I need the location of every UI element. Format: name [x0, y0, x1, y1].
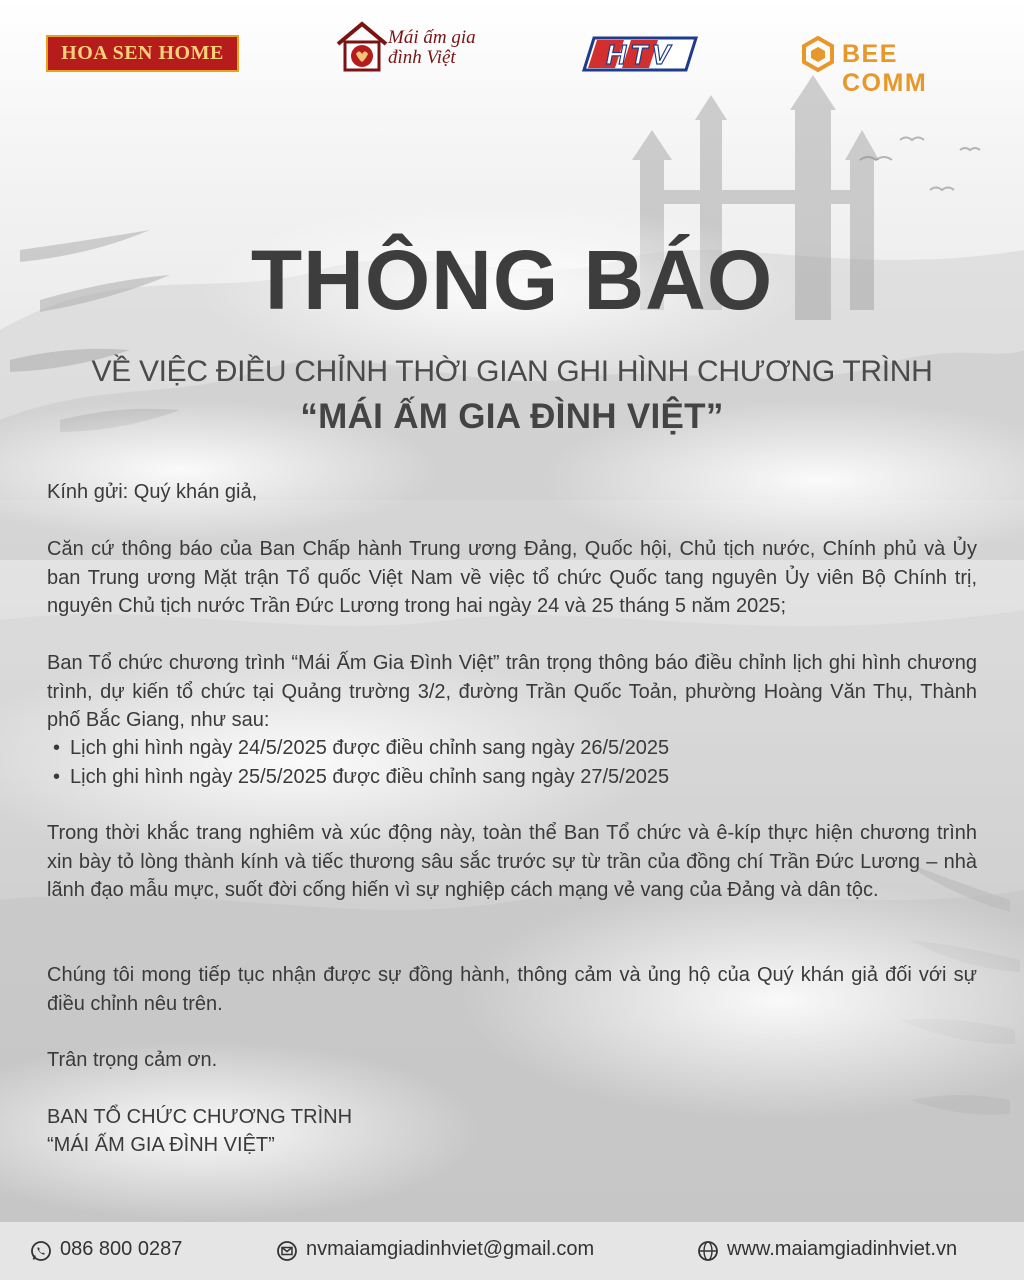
- list-item: [47, 763, 977, 792]
- schedule-list: [47, 734, 977, 791]
- paragraph-thanks-support: Chúng tôi mong tiếp tục nhận được sự đồng hành, thông cảm và ủng hộ của Quý khán giả đối với sự điều chỉnh nêu trên.: [47, 964, 977, 1015]
- hoa-sen-home-logo: [46, 35, 239, 72]
- paragraph-condolence: Trong thời khắc trang nghiêm và xúc động này, toàn thể Ban Tổ chức và ê-kíp thực hiện chương trình xin bày tỏ lòng thành kính và tiếc thương sâu sắc trước sự từ trần của đồng chí Trần Đức Lương – nhà lãnh đạo mẫu mực, suốt đời cống hiến vì sự nghiệp cách mạng vẻ vang của Đảng và dân tộc.: [47, 822, 977, 901]
- htv-logo-text: HTV: [606, 39, 674, 70]
- closing: Trân trọng cảm ơn.: [47, 1049, 218, 1071]
- paragraph-basis: Căn cứ thông báo của Ban Chấp hành Trung ương Đảng, Quốc hội, Chủ tịch nước, Chính phủ và Ủy ban Trung ương Mặt trận Tổ quốc Việt Nam về việc tổ chức Quốc tang nguyên Ủy viên Bộ Chính trị, nguyên Chủ tịch nước Trần Đức Lương trong hai ngày 24 và 25 tháng 5 năm 2025;: [47, 538, 977, 617]
- page-subtitle: VỀ VIỆC ĐIỀU CHỈNH THỜI GIAN GHI HÌNH CHƯƠNG TRÌNH: [91, 355, 933, 388]
- mai-am-logo-text: Mái ấm gia đình Việt: [388, 27, 476, 68]
- program-name: “MÁI ẤM GIA ĐÌNH VIỆT”: [300, 397, 724, 436]
- phone-number: 086 800 0287: [60, 1238, 183, 1260]
- signature-line-1: BAN TỔ CHỨC CHƯƠNG TRÌNH: [47, 1106, 353, 1128]
- mai-am-gia-dinh-viet-logo: [334, 18, 484, 76]
- house-heart-icon: [334, 18, 390, 74]
- hexagon-icon: [800, 36, 836, 72]
- hoa-sen-home-logo-text: HOA SEN HOME: [61, 42, 224, 64]
- website-url: www.maiamgiadinhviet.vn: [727, 1238, 958, 1260]
- schedule-change-2: Lịch ghi hình ngày 25/5/2025 được điều chỉnh sang ngày 27/5/2025: [70, 765, 670, 788]
- paragraph-announcement: Ban Tổ chức chương trình “Mái Ấm Gia Đình Việt” trân trọng thông báo điều chỉnh lịch ghi hình chương trình, dự kiến tổ chức tại Quảng trường 3/2, đường Trần Quốc Toản, phường Hoàng Văn Thụ, Thành phố Bắc Giang, như sau:: [47, 652, 977, 731]
- greeting: Kính gửi: Quý khán giả,: [47, 481, 258, 503]
- email-icon: [276, 1240, 298, 1262]
- contact-footer: [0, 1222, 1024, 1280]
- whatsapp-phone-icon: [30, 1240, 52, 1262]
- page-title: THÔNG BÁO: [250, 233, 774, 327]
- bee-comm-logo: [800, 36, 980, 97]
- email-address: nvmaiamgiadinhviet@gmail.com: [306, 1238, 595, 1260]
- schedule-change-1: Lịch ghi hình ngày 24/5/2025 được điều chỉnh sang ngày 26/5/2025: [70, 737, 670, 759]
- globe-icon: [697, 1240, 719, 1262]
- bullet: •: [53, 765, 61, 788]
- list-item: [47, 734, 977, 763]
- htv-logo: [580, 36, 698, 72]
- bullet: •: [53, 737, 61, 759]
- bee-comm-logo-text: BEE COMM: [842, 40, 928, 97]
- signature-line-2: “MÁI ẤM GIA ĐÌNH VIỆT”: [47, 1134, 275, 1156]
